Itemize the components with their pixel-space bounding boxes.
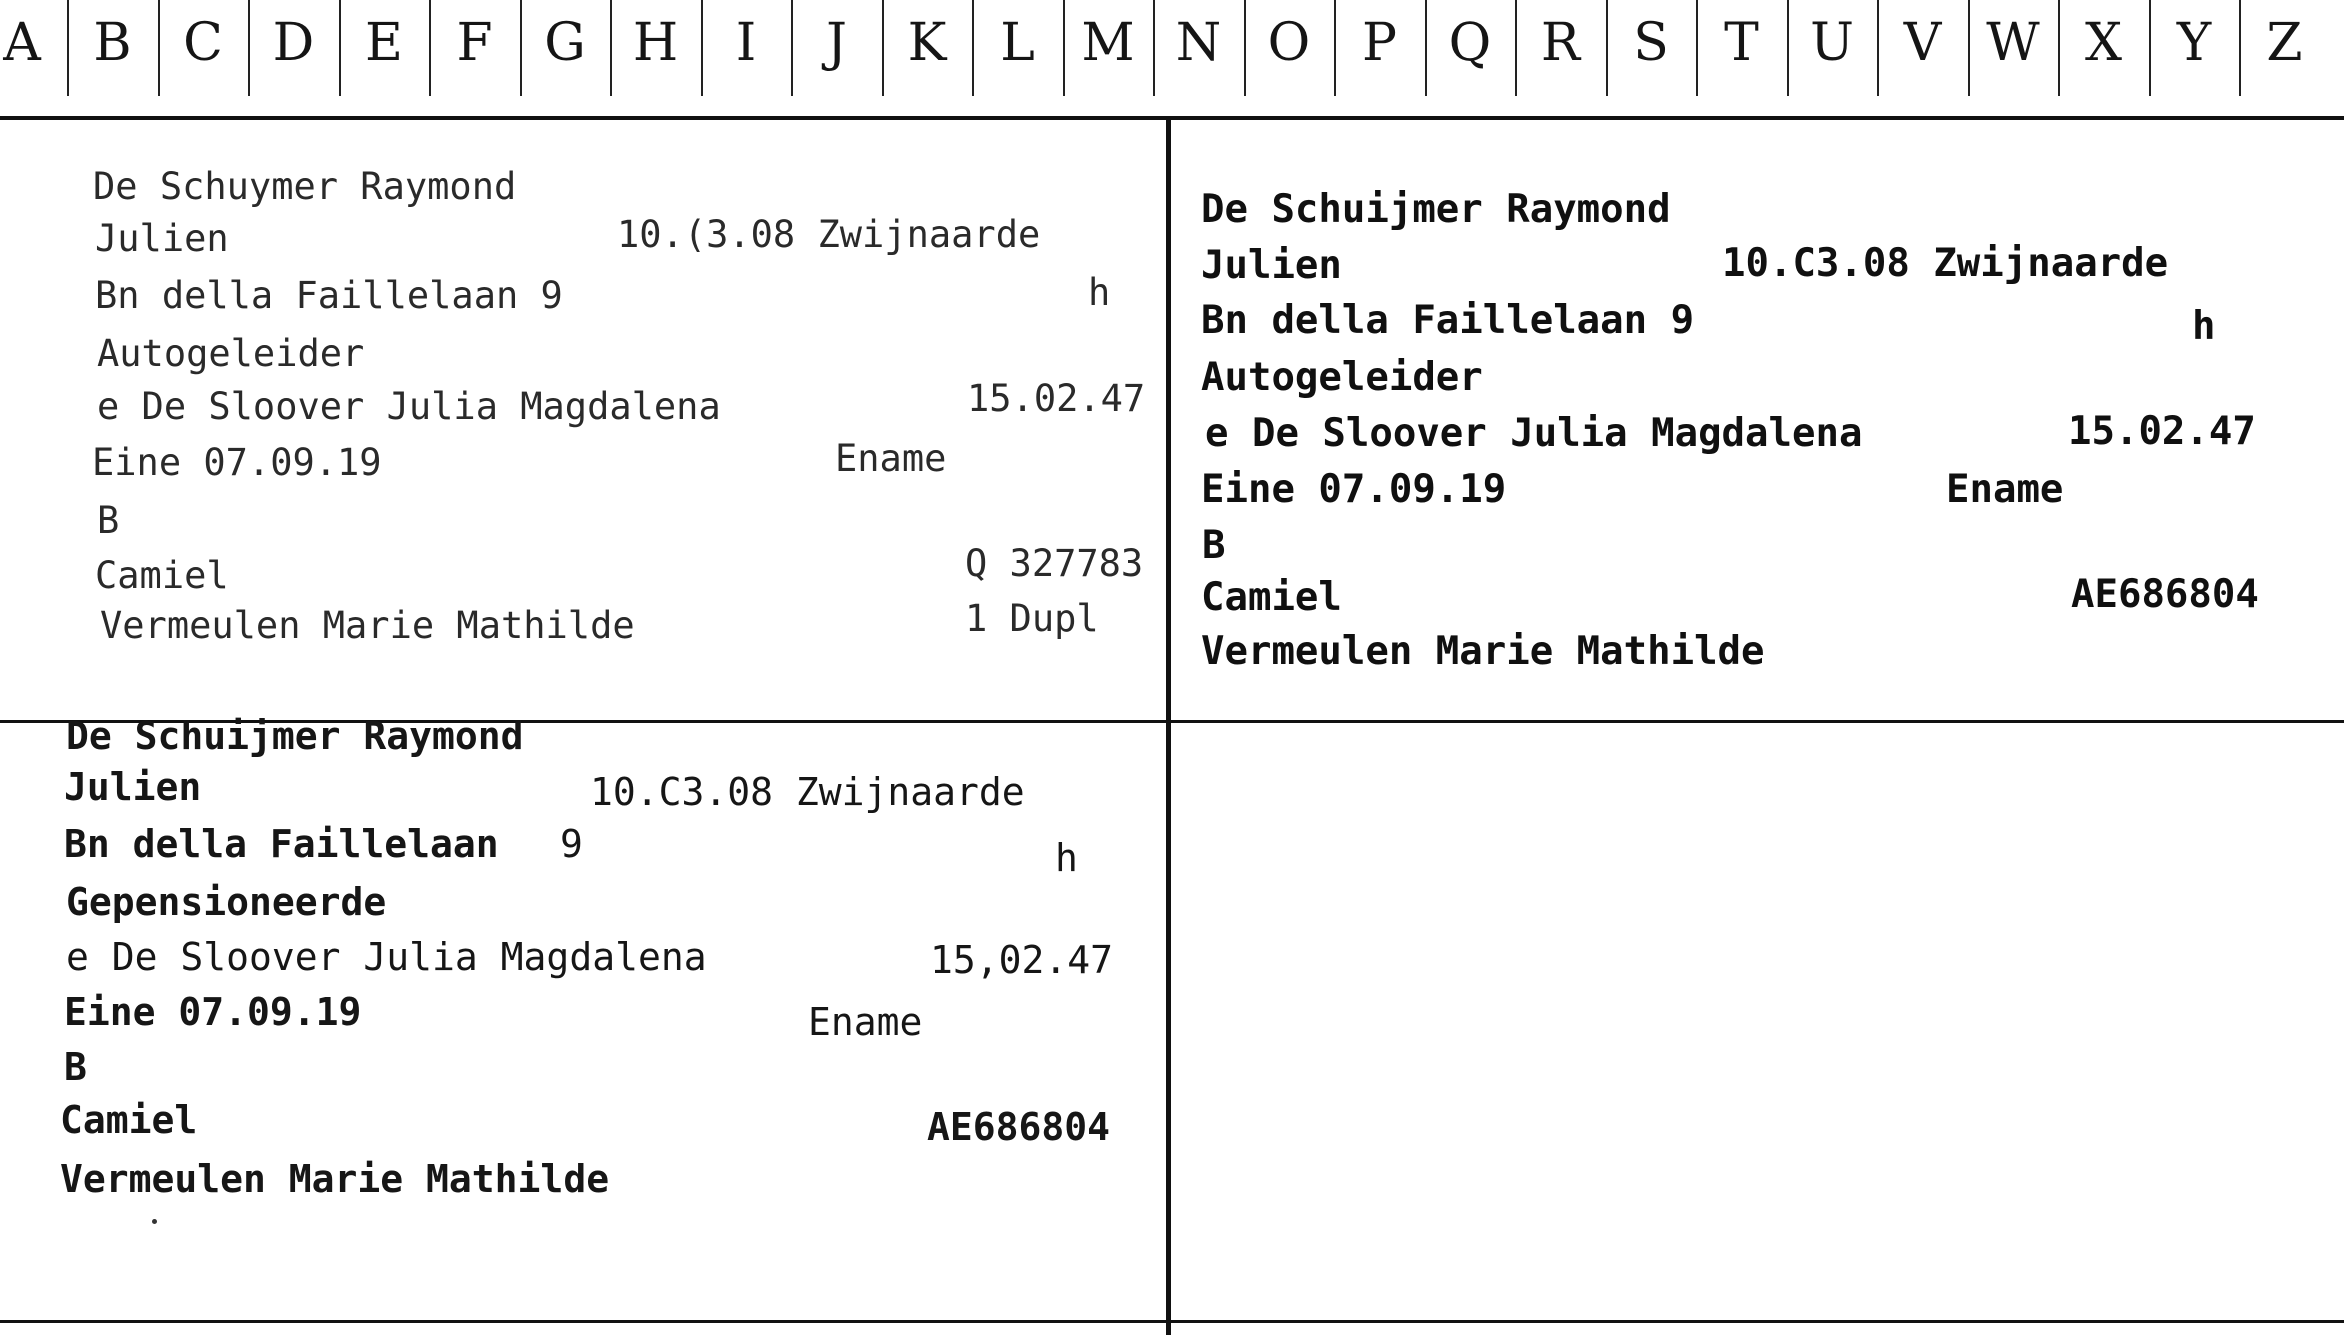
card-letter-b: B: [64, 1045, 87, 1089]
card-mother: Vermeulen Marie Mathilde: [60, 1157, 610, 1201]
card-top-left: [0, 120, 1166, 720]
card-marriage-date: 15.02.47: [2068, 409, 2256, 454]
index-letter-s: S: [1633, 13, 1669, 73]
card-address-number: 9: [560, 822, 583, 866]
card-spouse: e De Sloover Julia Magdalena: [1205, 411, 1863, 456]
index-letter-i: I: [735, 13, 757, 73]
card-marriage-date: 15,02.47: [930, 938, 1114, 982]
index-letter-d: D: [272, 13, 315, 73]
card-bottom-left: [0, 714, 1166, 1320]
card-mother: Vermeulen Marie Mathilde: [1201, 629, 1765, 674]
index-letter-g: G: [544, 13, 586, 73]
index-letter-o: O: [1267, 13, 1311, 73]
card-first-name: Julien: [1201, 243, 1342, 288]
card-id-number: AE686804: [2071, 572, 2259, 617]
card-letter-b: B: [1202, 523, 1226, 568]
index-letter-e: E: [365, 13, 403, 73]
index-letter-q: Q: [1448, 13, 1492, 73]
index-letter-f: F: [456, 13, 493, 73]
card-bottom-right-blank: [1171, 723, 2344, 1320]
card-address: Bn della Faillelaan 9: [95, 274, 563, 317]
card-occupation: Autogeleider: [1201, 355, 1483, 400]
index-letter-b: B: [93, 13, 132, 73]
card-father: Camiel: [60, 1098, 198, 1142]
card-spouse-tag: Ename: [1946, 467, 2064, 512]
card-birth: 10.(3.08 Zwijnaarde: [617, 213, 1041, 256]
index-letter-x: X: [2084, 13, 2123, 73]
card-spouse-tag: Ename: [835, 437, 947, 480]
index-letter-r: R: [1540, 13, 1581, 73]
index-letter-z: Z: [2266, 13, 2303, 73]
bottom-divider: [0, 1320, 2344, 1323]
index-letter-u: U: [1810, 13, 1854, 73]
index-letter-w: W: [1986, 13, 2040, 73]
card-sex: h: [1055, 836, 1078, 880]
index-letter-t: T: [1724, 13, 1759, 73]
card-spouse-birth: Eine 07.09.19: [1201, 467, 1507, 512]
index-letter-m: M: [1081, 13, 1135, 73]
card-spouse: e De Sloover Julia Magdalena: [66, 935, 707, 979]
alphabet-index-strip: [0, 0, 2344, 120]
card-spouse-birth: Eine 07.09.19: [92, 441, 382, 484]
speck: [152, 1219, 157, 1224]
card-occupation: Gepensioneerde: [66, 880, 387, 924]
card-first-name: Julien: [95, 217, 229, 260]
index-letter-j: J: [826, 13, 847, 73]
index-letter-c: C: [183, 13, 223, 73]
card-mother: Vermeulen Marie Mathilde: [100, 604, 635, 647]
card-name: De Schuymer Raymond: [93, 165, 517, 208]
card-top-right: [1171, 120, 2344, 720]
card-birth: 10.C3.08 Zwijnaarde: [590, 770, 1025, 814]
index-letter-l: L: [1000, 13, 1035, 73]
index-letter-y: Y: [2176, 13, 2212, 73]
index-letter-h: H: [632, 13, 679, 73]
card-id-number: Q 327783: [965, 542, 1144, 585]
card-letter-b: B: [97, 499, 120, 542]
index-letter-n: N: [1175, 13, 1222, 73]
card-note: 1 Dupl: [965, 597, 1099, 640]
card-spouse: e De Sloover Julia Magdalena: [97, 385, 721, 428]
card-father: Camiel: [95, 554, 229, 597]
card-first-name: Julien: [64, 765, 202, 809]
index-letter-p: P: [1362, 13, 1397, 73]
card-sex: h: [1088, 271, 1111, 314]
card-birth: 10.C3.08 Zwijnaarde: [1722, 241, 2169, 286]
card-marriage-date: 15.02.47: [967, 377, 1146, 420]
card-sex: h: [2192, 304, 2216, 349]
card-address: Bn della Faillelaan: [64, 822, 499, 866]
card-spouse-birth: Eine 07.09.19: [64, 990, 362, 1034]
card-name: De Schuijmer Raymond: [66, 714, 524, 758]
card-id-number: AE686804: [927, 1105, 1111, 1149]
card-occupation: Autogeleider: [97, 332, 365, 375]
card-father: Camiel: [1201, 575, 1342, 620]
card-address: Bn della Faillelaan 9: [1201, 298, 1695, 343]
index-letter-k: K: [907, 13, 947, 73]
card-name: De Schuijmer Raymond: [1201, 187, 1671, 232]
card-spouse-tag: Ename: [808, 1000, 923, 1044]
index-letter-v: V: [1903, 13, 1942, 73]
index-letter-a: A: [3, 13, 41, 73]
